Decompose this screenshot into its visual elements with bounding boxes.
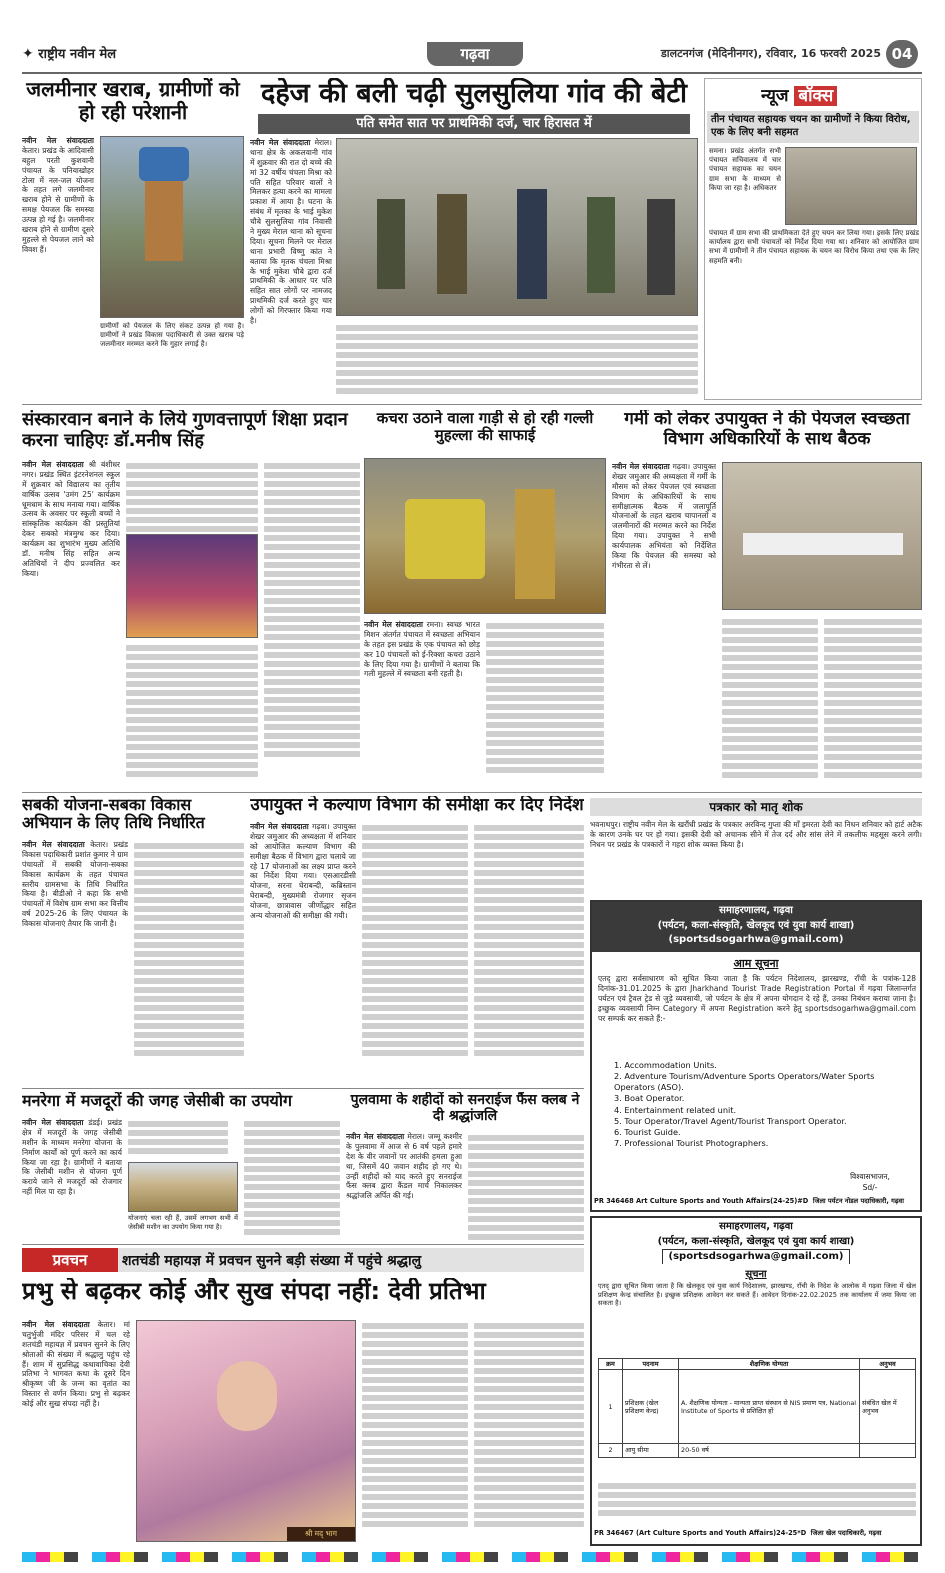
newsbox-lead: समना। प्रखंड अंतर्गत सभी पंचायत सचिवालय में चार पंचायत सहायक का चयन ग्राम सभा के माध्यम से किया जा रहा है। अधिकतर — [709, 147, 781, 192]
govt-notice-2 — [590, 1216, 922, 1546]
category-list — [614, 1060, 914, 1172]
story-byline: नवीन मेल संवाददाता — [22, 840, 85, 849]
stage-photo — [126, 534, 258, 638]
story-byline: नवीन मेल संवाददाता — [250, 822, 309, 831]
list-item: 2. Adventure Tourism/Adventure Sports Operators/Water Sports Operators (ASO). — [614, 1071, 875, 1093]
story-body: नवीन मेल संवाददाता श्री बंशीधर नगर। प्रखंड स्थित इंटरनेशनल स्कूल में शुक्रवार को विद्यालय का तृतीय वार्षिक उत्सव 'उमंग 25' कार्यक्रम धूमधाम के साथ मनाया गया। वार्षिक उत्सव के अवसर पर स्कूली बच्चों ने सांस्कृतिक कार्यक्रम की प्रस्तुतियां देकर सबको मंत्रमुग्ध कर दिया। कार्यक्रम का शुभारंभ मुख्य अतिथि डॉ. मनीष सिंह सहित अन्य अतिथियों ने दीप प्रज्वलित कर किया। — [22, 460, 120, 578]
story-column — [474, 1320, 584, 1544]
table-cell: आयु सीमा — [623, 1444, 679, 1457]
table-row — [599, 1370, 916, 1444]
story-obituary — [590, 796, 922, 896]
e-rickshaw-photo — [364, 458, 606, 614]
list-item: 7. Professional Tourist Photographers. — [614, 1138, 769, 1149]
story-continuation — [336, 322, 698, 398]
story-column — [244, 1118, 340, 1242]
story-headline: प्रभु से बढ़कर कोई और सुख संपदा नहीं: देवी प्रतिभा — [22, 1278, 486, 1305]
page-number: 04 — [886, 40, 918, 68]
notice-footer: PR 346467 (Art Culture Sports and Youth Affairs)24-25*D जिला खेल पदाधिकारी, गढ़वा — [594, 1529, 882, 1537]
story-headline: जलमीनार खराब, ग्रामीणों को हो रही परेशानी — [26, 78, 240, 124]
story-school — [22, 410, 362, 790]
notice-title: सूचना — [745, 1269, 767, 1280]
table-cell: संबंधित खेल में अनुभव — [860, 1370, 916, 1444]
notice-body: एतद् द्वारा सूचित किया जाता है कि खेलकूद एवं युवा कार्य निदेशालय, झारखण्ड, राँची के निदेश के आलोक में गढ़वा जिला में खेल प्रशिक्षण केन्द्र संचालित है। इच्छुक प्रशिक्षक आवेदन कर सकते हैं। आवेदन दिनांक-22.02.2025 तक कार्यालय में जमा किया जा सकता है। — [598, 1282, 916, 1308]
notice-footer: PR 346468 Art Culture Sports and Youth Affairs(24-25)#D जिला पर्यटन नोडल पदाधिकारी, गढ़वा — [594, 1197, 904, 1205]
story-body: भवनाथपुर। राष्ट्रीय नवीन मेल के खरौंधी प्रखंड के पत्रकार अरविन्द गुप्ता की माँ इमरता देवी का निधन शनिवार को हार्ट अटैक के कारण उनके घर पर हो गया। इसकी देवी को अचानक सीने में तेज दर्द और सांस लेने में तकलीफ महसूस करने लगी। निधन पर प्रखंड के पत्रकारों ने गहरा शोक व्यक्त किया है। — [590, 820, 922, 849]
story-headline: कचरा उठाने वाला गाड़ी से हो रही गल्ली मुहल्ला की साफाई — [376, 410, 594, 445]
table-cell: 2 — [599, 1444, 623, 1457]
story-column — [134, 840, 244, 1084]
story-byline: नवीन मेल संवाददाता — [22, 136, 94, 145]
list-item: 4. Entertainment related unit. — [614, 1104, 737, 1115]
masthead-rule — [22, 72, 922, 74]
masthead — [22, 38, 922, 72]
notice-continuation — [598, 1480, 916, 1522]
table-header-row — [599, 1359, 916, 1370]
dateline: डालटनगंज (मेदिनीनगर), रविवार, 16 फरवरी 2025 — [660, 47, 881, 60]
story-column — [486, 620, 604, 788]
story-headline: मनरेगा में मजदूरों की जगह जेसीबी का उपयोग — [22, 1092, 292, 1110]
notice-title: आम सूचना — [733, 957, 779, 970]
story-headline: उपायुक्त ने कल्याण विभाग की समीक्षा कर दिए निर्देश — [250, 796, 584, 815]
tower-shape — [145, 181, 183, 261]
story-byline: नवीन मेल संवाददाता — [346, 1132, 405, 1141]
story-pravachan — [22, 1248, 584, 1546]
story-column — [264, 460, 360, 788]
newsbox-body: पंचायत में ग्राम सभा की प्राथमिकता देते हुए चयन कर लिया गया। इसके लिए प्रखंड कार्यालय द्वारा सभी पंचायतों को निर्देश दिया गया था। शनिवार को आयोजित ग्राम सभा में ग्रामीणों ने तीन पंचायत सहायक के चयन का विरोध किया तथा एक के लिए सहमति बनी। — [709, 229, 919, 265]
story-body: नवीन मेल संवाददाता केतार। प्रखंड विकास पदाधिकारी प्रशांत कुमार ने ग्राम पंचायतों में सबकी योजना-सबका विकास कार्यक्रम के तहत पंचायत स्तरीय ग्रामसभा के तिथि निर्धारित किया है। बीडीओ ने कहा कि सभी पंचायतों में विशेष ग्राम सभा कर वित्तीय वर्ष 2025-26 के लिए पंचायत के विकास योजनाएं तैयार कि जानी है। — [22, 840, 128, 929]
row-rule — [22, 792, 922, 793]
story-column — [362, 1320, 468, 1544]
story-body: नवीन मेल संवाददाता केतार। प्रखंड के आदिवासी बहुल परती कुशवानी पंचायत के पनियाखोहर टोला में नल-जल योजना के तहत लगे जलमीनार खराब होने से ग्रामीणों के समक्ष पेयजल कि समस्या उत्पन्न हो गई है। जलमीनार खराब होने से ग्रामीण दूसरे मुहल्ले से पेयजल लाने को विवश हैं। — [22, 136, 94, 254]
story-headline: गर्मी को लेकर उपायुक्त ने की पेयजल स्वच्छता विभाग अधिकारियों के साथ बैठक — [624, 410, 910, 449]
story-byline: नवीन मेल संवाददाता — [22, 1320, 90, 1329]
story-byline: नवीन मेल संवाददाता — [364, 620, 423, 629]
story-body: नवीन मेल संवाददाता डंडई। प्रखंड क्षेत्र में मजदूरों के जगह जेसीबी मशीन के माध्यम मनरेगा योजना के निर्माण कार्यों को पूर्ण करने का कार्य किया जा रहा है। ग्रामीणों ने बताया कि जेसीबी मशीन से योजना पूर्ण कराये जाने से मजदूरों को रोजगार नहीं मिल पा रहा है। — [22, 1118, 122, 1197]
newsbox-headline: तीन पंचायत सहायक चयन का ग्रामीणों ने किया विरोध, एक के लिए बनी सहमत — [707, 111, 919, 143]
notice-header: समाहरणालय, गढ़वा (पर्यटन, कला-संस्कृति, खेलकूद एवं युवा कार्य शाखा) (sportsdsogarhwa@gmail.com) — [592, 1218, 920, 1264]
story-column — [126, 642, 258, 788]
table-row — [599, 1444, 916, 1457]
water-tower-photo — [100, 136, 244, 318]
photo-caption: ग्रामीणों को पेयजल के लिए संकट उत्पन्न हो गया है। ग्रामीणों ने प्रखंड विकास पदाधिकारी से उक्त खराब पड़े जलमीनार मरम्मत करने कि गुहार लगाई है। — [100, 322, 244, 349]
story-dowry — [250, 78, 698, 400]
table-cell: A. शैक्षणिक योग्यता - मान्यता प्राप्त संस्थान से NIS प्रमाण पत्र, National Institute of Sports से प्रशिक्षित हों — [679, 1370, 860, 1444]
story-garbage-vehicle — [364, 410, 606, 790]
photo-caption: योजनाएं चला रही हैं, उसमें लगभग सभी में जेसीबी मशीन का उपयोग किया गया है। — [128, 1214, 238, 1231]
pravachan-bar — [22, 1248, 584, 1272]
list-item: 6. Tourist Guide. — [614, 1126, 681, 1137]
signature: विश्वासभाजन, Sd/- — [850, 1172, 890, 1192]
table-header: क्रम — [599, 1359, 623, 1370]
story-byline: नवीन मेल संवाददाता — [250, 138, 311, 147]
story-headline: पुलवामा के शहीदों को सनराईज फैंस क्लब ने दी श्रद्धांजलि — [350, 1092, 580, 1125]
jcb-photo — [128, 1162, 238, 1212]
story-column — [722, 616, 818, 788]
photo-caption: श्री मद् भाग — [287, 1527, 355, 1541]
story-headline: सबकी योजना-सबका विकास अभियान के लिए तिथि निर्धारित — [22, 796, 205, 833]
table-cell: 1 — [599, 1370, 623, 1444]
table-cell — [860, 1444, 916, 1457]
table-header: शैक्षणिक योग्यता — [679, 1359, 860, 1370]
story-mnrega — [22, 1092, 340, 1242]
story-deck: पति समेत सात पर प्राथमिकी दर्ज, चार हिरासत में — [258, 114, 690, 134]
police-group-photo — [336, 138, 698, 316]
notice-header: समाहरणालय, गढ़वा (पर्यटन, कला-संस्कृति, खेलकूद एवं युवा कार्य शाखा) (sportsdsogarhwa@gmail.com) — [592, 902, 920, 952]
story-headline: दहेज की बली चढ़ी सुलसुलिया गांव की बेटी — [260, 78, 687, 109]
story-byline: नवीन मेल संवाददाता — [612, 462, 670, 471]
story-headline: पत्रकार को मातृ शोक — [590, 798, 922, 816]
row-rule — [22, 1244, 584, 1245]
list-item: 5. Tour Operator/Travel Agent/Tourist Transport Operator. — [614, 1115, 847, 1126]
story-body: नवीन मेल संवाददाता गढ़वा। उपायुक्त शेखर जमुआर की अध्यक्षता में गर्मी के मौसम को लेकर पेयजल एवं स्वच्छता विभाग के अधिकारियों के साथ समीक्षात्मक बैठक में जलापूर्ति योजनाओं के तहत खराब चापानलों व जलमीनारों की मरम्मत करने का निर्देश दिया गया। उपायुक्त ने सभी कार्यपालक अभियंता को निर्देशित किया कि पेयजल की समस्या को गंभीरता से लें। — [612, 462, 716, 570]
story-headline: संस्कारवान बनाने के लिये गुणवत्तापूर्ण शिक्षा प्रदान करना चाहिएः डॉ.मनीष सिंह — [22, 410, 348, 451]
news-box — [704, 78, 922, 400]
section-tab: गढ़वा — [427, 42, 523, 66]
list-item: 3. Boat Operator. — [614, 1093, 685, 1104]
story-column — [824, 616, 922, 788]
newsbox-label: न्यूज बॉक्स — [761, 83, 921, 107]
story-body: नवीन मेल संवाददाता केतार। मां चतुर्भुजी मंदिर परिसर में चल रहे शतचंडी महायज्ञ में प्रवचन सुनने के लिए श्रोताओं की संख्या में श्रद्धालु पहुंच रहे हैं। शाम में सुप्रसिद्ध कथावाचिका देवी प्रतिभा ने भागवत कथा के दूसरे दिन श्रीकृष्ण जी के जन्म का वृतांत का विस्तार से वर्णन किया। प्रभु से बढ़कर कोई और सुख संपदा नहीं है। — [22, 1320, 130, 1409]
table-cell: 20-50 वर्ष — [679, 1444, 860, 1457]
paper-name: ✦ राष्ट्रीय नवीन मेल — [22, 46, 117, 62]
table-cell: प्रशिक्षक (खेल प्रशिक्षण केन्द्र) — [623, 1370, 679, 1444]
table-header: अनुभव — [860, 1359, 916, 1370]
tank-shape — [139, 147, 189, 181]
pravachan-tag: प्रवचन — [22, 1248, 118, 1272]
story-body: नवीन मेल संवाददाता रमना। स्वच्छ भारत मिशन अंतर्गत पंचायत में स्वच्छता अभियान के तहत इस प्रखंड के एक पंचायत को छोड़ कर 10 पंचायतों को ई-रिक्शा कचरा उठाने के लिए दिया गया है। ग्रामीणों ने बताया कि गली मुहल्ले में स्वच्छता बनी रहती है। — [364, 620, 480, 679]
story-column — [128, 1118, 228, 1160]
story-welfare-review — [250, 796, 584, 1086]
newsbox-photo — [785, 147, 917, 225]
print-color-bar — [22, 1552, 922, 1562]
story-water-tower — [22, 78, 244, 400]
row-rule — [22, 404, 922, 405]
top-headline: शतचंडी महायज्ञ में प्रवचन सुनने बड़ी संख्या में पहुंचे श्रद्धालु — [122, 1253, 422, 1269]
meeting-photo — [722, 462, 922, 610]
eligibility-table — [598, 1358, 916, 1458]
story-water-meeting — [612, 410, 922, 790]
story-pulwama — [346, 1092, 584, 1242]
notice-body: एतद् द्वारा सर्वसाधारण को सूचित किया जाता है कि पर्यटन निदेशालय, झारखण्ड, राँची के पत्रांक-128 दिनांक-31.01.2025 के द्वारा Jharkhand Tourist Trade Registration Portal में गढ़वा जिलान्तर्गत पर्यटन एवं ट्रैवल ट्रेड से जुड़े व्यवसायी, जो पर्यटन के क्षेत्र में अपना योगदान दे रहे हैं, उनका निबंधन कराया जाना है। इच्छुक व्यवसायी निम्न Category में अपना Registration करने हेतु sportsdsogarhwa@gmail.com पर सम्पर्क कर सकते हैं:- — [598, 974, 916, 1023]
story-byline: नवीन मेल संवाददाता — [22, 1118, 84, 1127]
govt-notice-1 — [590, 900, 922, 1212]
row-rule — [22, 1088, 584, 1089]
story-body: नवीन मेल संवाददाता मेराल। थाना क्षेत्र के अकलवानी गांव में शुक्रवार की रात दो बच्चे की मां 32 वर्षीय चंचला मिश्रा को पति सहित परिवार वालों ने मिलकर हत्या करने का मामला प्रकाश में आया है। घटना के संबंध में मृतका के भाई मुकेश चौबे सुलसुलिया गांव निवासी ने मुख्य मेराल थाना को सूचना दिया। सूचना मिलने पर मेराल थाना प्रभारी विष्णु कांत ने बताया कि मृतक चंचला मिश्रा के भाई मुकेश चौबे द्वारा दर्ज प्राथमिकी के आधार पर पति सहित सात लोगों पर नामजद प्राथमिकी दर्ज करते हुए चार लोगों को गिरफ्तार किया गया है। — [250, 138, 332, 326]
story-column — [468, 1132, 584, 1242]
speaker-photo — [136, 1320, 356, 1542]
list-item: 1. Accommodation Units. — [614, 1060, 717, 1070]
story-column — [362, 822, 468, 1084]
story-body: नवीन मेल संवाददाता गढ़वा। उपायुक्त शेखर जमुआर की अध्यक्षता में शनिवार को आयोजित कल्याण विभाग की समीक्षा बैठक में विभाग द्वारा चलाये जा रहे 17 योजनाओं का लक्ष्य प्राप्त करने का निर्देश दिया गया। एसआरडीसी योजना, सरना घेराबन्दी, कब्रिस्तान घेराबन्दी, मुख्यमंत्री रोजगार सृजन योजना, छात्रावास जीर्णोद्धार सहित अन्य योजनाओं की समीक्षा की गयी। — [250, 822, 356, 921]
story-column — [474, 822, 584, 1084]
story-column — [126, 460, 258, 532]
story-body: नवीन मेल संवाददाता मेराल। जम्मू कश्मीर के पुलवामा में आज से 6 वर्ष पहले हमारे देश के वीर जवानों पर आतंकी हमला हुआ था, जिसमें 40 जवान शहीद हो गए थे। उन्हीं शहीदों को याद करते हुए सनराईज फैंस क्लब द्वारा कैंडल मार्च निकालकर श्रद्धांजलि अर्पित की गई। — [346, 1132, 462, 1201]
table-header: पदनाम — [623, 1359, 679, 1370]
story-byline: नवीन मेल संवाददाता — [22, 460, 84, 469]
bird-logo-icon: ✦ — [22, 46, 34, 62]
story-sabki-yojana — [22, 796, 244, 1086]
